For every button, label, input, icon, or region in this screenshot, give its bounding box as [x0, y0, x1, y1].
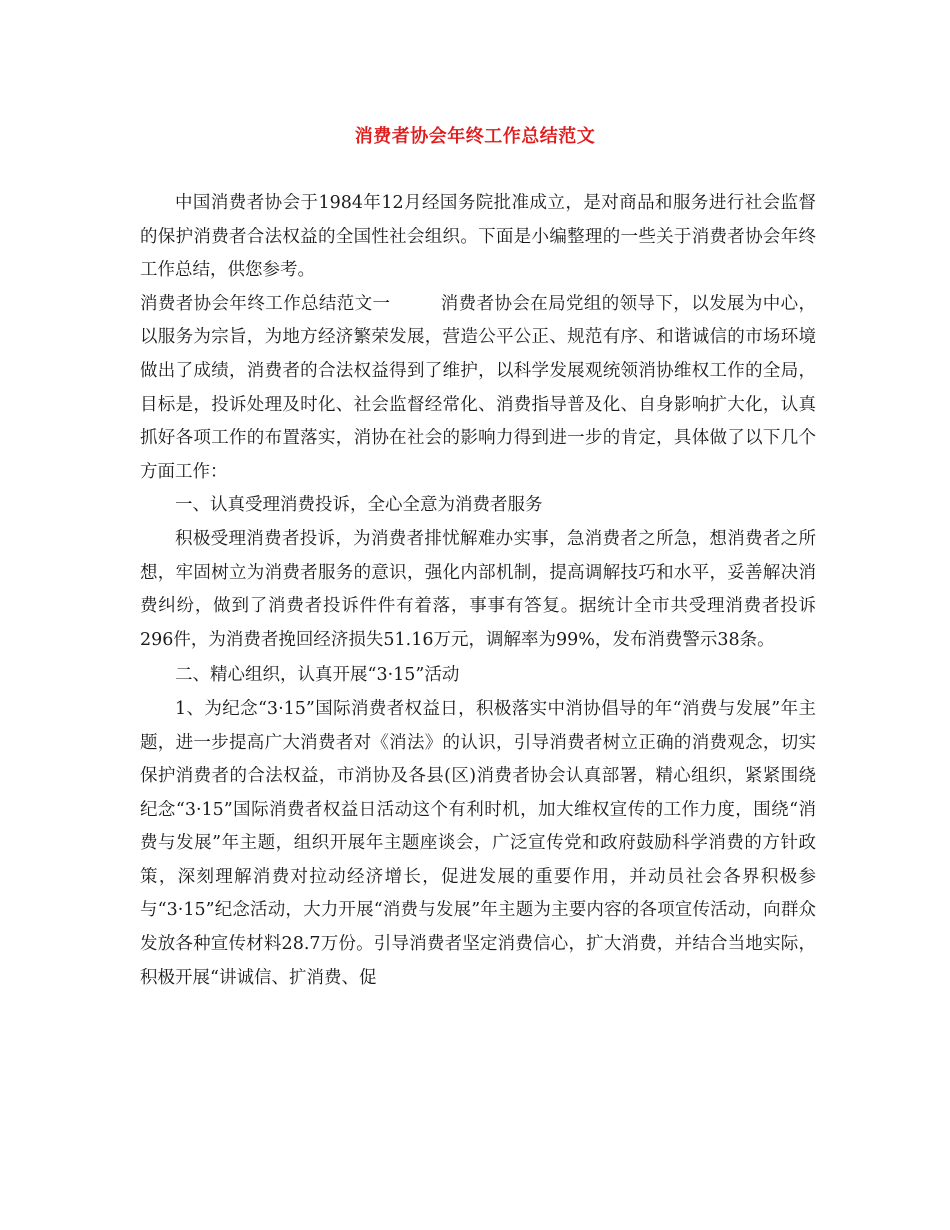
heading-two: 二、精心组织，认真开展“3·15”活动 — [175, 665, 460, 686]
paragraph-two: 1、为纪念“3·15”国际消费者权益日，积极落实中消协倡导的年“消费与发展”年主题，进一步提高广大消费者对《消法》的认识，引导消费者树立正确的消费观念，切实保护消费者的合法权益，市消协及各县(区)消费者协会认真部署，精心组织，紧紧围绕纪念“3·15”国际消费者权益日活动这个有利时机，加大维权宣传的工作力度，围绕“消费与发展”年主题，组织开展年主题座谈会，广泛宣传党和政府鼓励科学消费的方针政策，深刻理解消费对拉动经济增长，促进发展的重要作用，并动员社会各界积极参与“3·15”纪念活动，大力开展“消费与发展”年主题为主要内容的各项宣传活动，向群众发放各种宣传材料28.7万份。引导消费者坚定消费信心，扩大消费，并结合当地实际，积极开展“讲诚信、扩消费、促 — [140, 698, 816, 988]
heading-one: 一、认真受理消费投诉，全心全意为消费者服务 — [175, 495, 543, 516]
paragraph-one: 积极受理消费者投诉，为消费者排忧解难办实事，急消费者之所急，想消费者之所想，牢固树立为消费者服务的意识，强化内部机制，提高调解技巧和水平，妥善解决消费纠纷，做到了消费者投诉件件有着落，事事有答复。据统计全市共受理消费者投诉296件，为消费者挽回经济损失51.16万元，调解率为99%，发布消费警示38条。 — [140, 528, 816, 650]
section-paragraph — [140, 288, 816, 490]
section-label: 消费者协会年终工作总结范文一 — [140, 293, 391, 314]
document-title: 消费者协会年终工作总结范文 — [354, 126, 596, 147]
intro-paragraph: 中国消费者协会于1984年12月经国务院批准成立，是对商品和服务进行社会监督的保护消费者合法权益的全国性社会组织。下面是小编整理的一些关于消费者协会年终工作总结，供您参考。 — [140, 193, 816, 281]
section-text: 消费者协会在局党组的领导下，以发展为中心，以服务为宗旨，为地方经济繁荣发展，营造公平公正、规范有序、和谐诚信的市场环境做出了成绩，消费者的合法权益得到了维护，以科学发展观统领消协维权工作的全局，目标是，投诉处理及时化、社会监督经常化、消费指导普及化、自身影响扩大化，认真抓好各项工作的布置落实，消协在社会的影响力得到进一步的肯定，具体做了以下几个方面工作： — [140, 293, 817, 482]
document-body — [140, 187, 816, 995]
